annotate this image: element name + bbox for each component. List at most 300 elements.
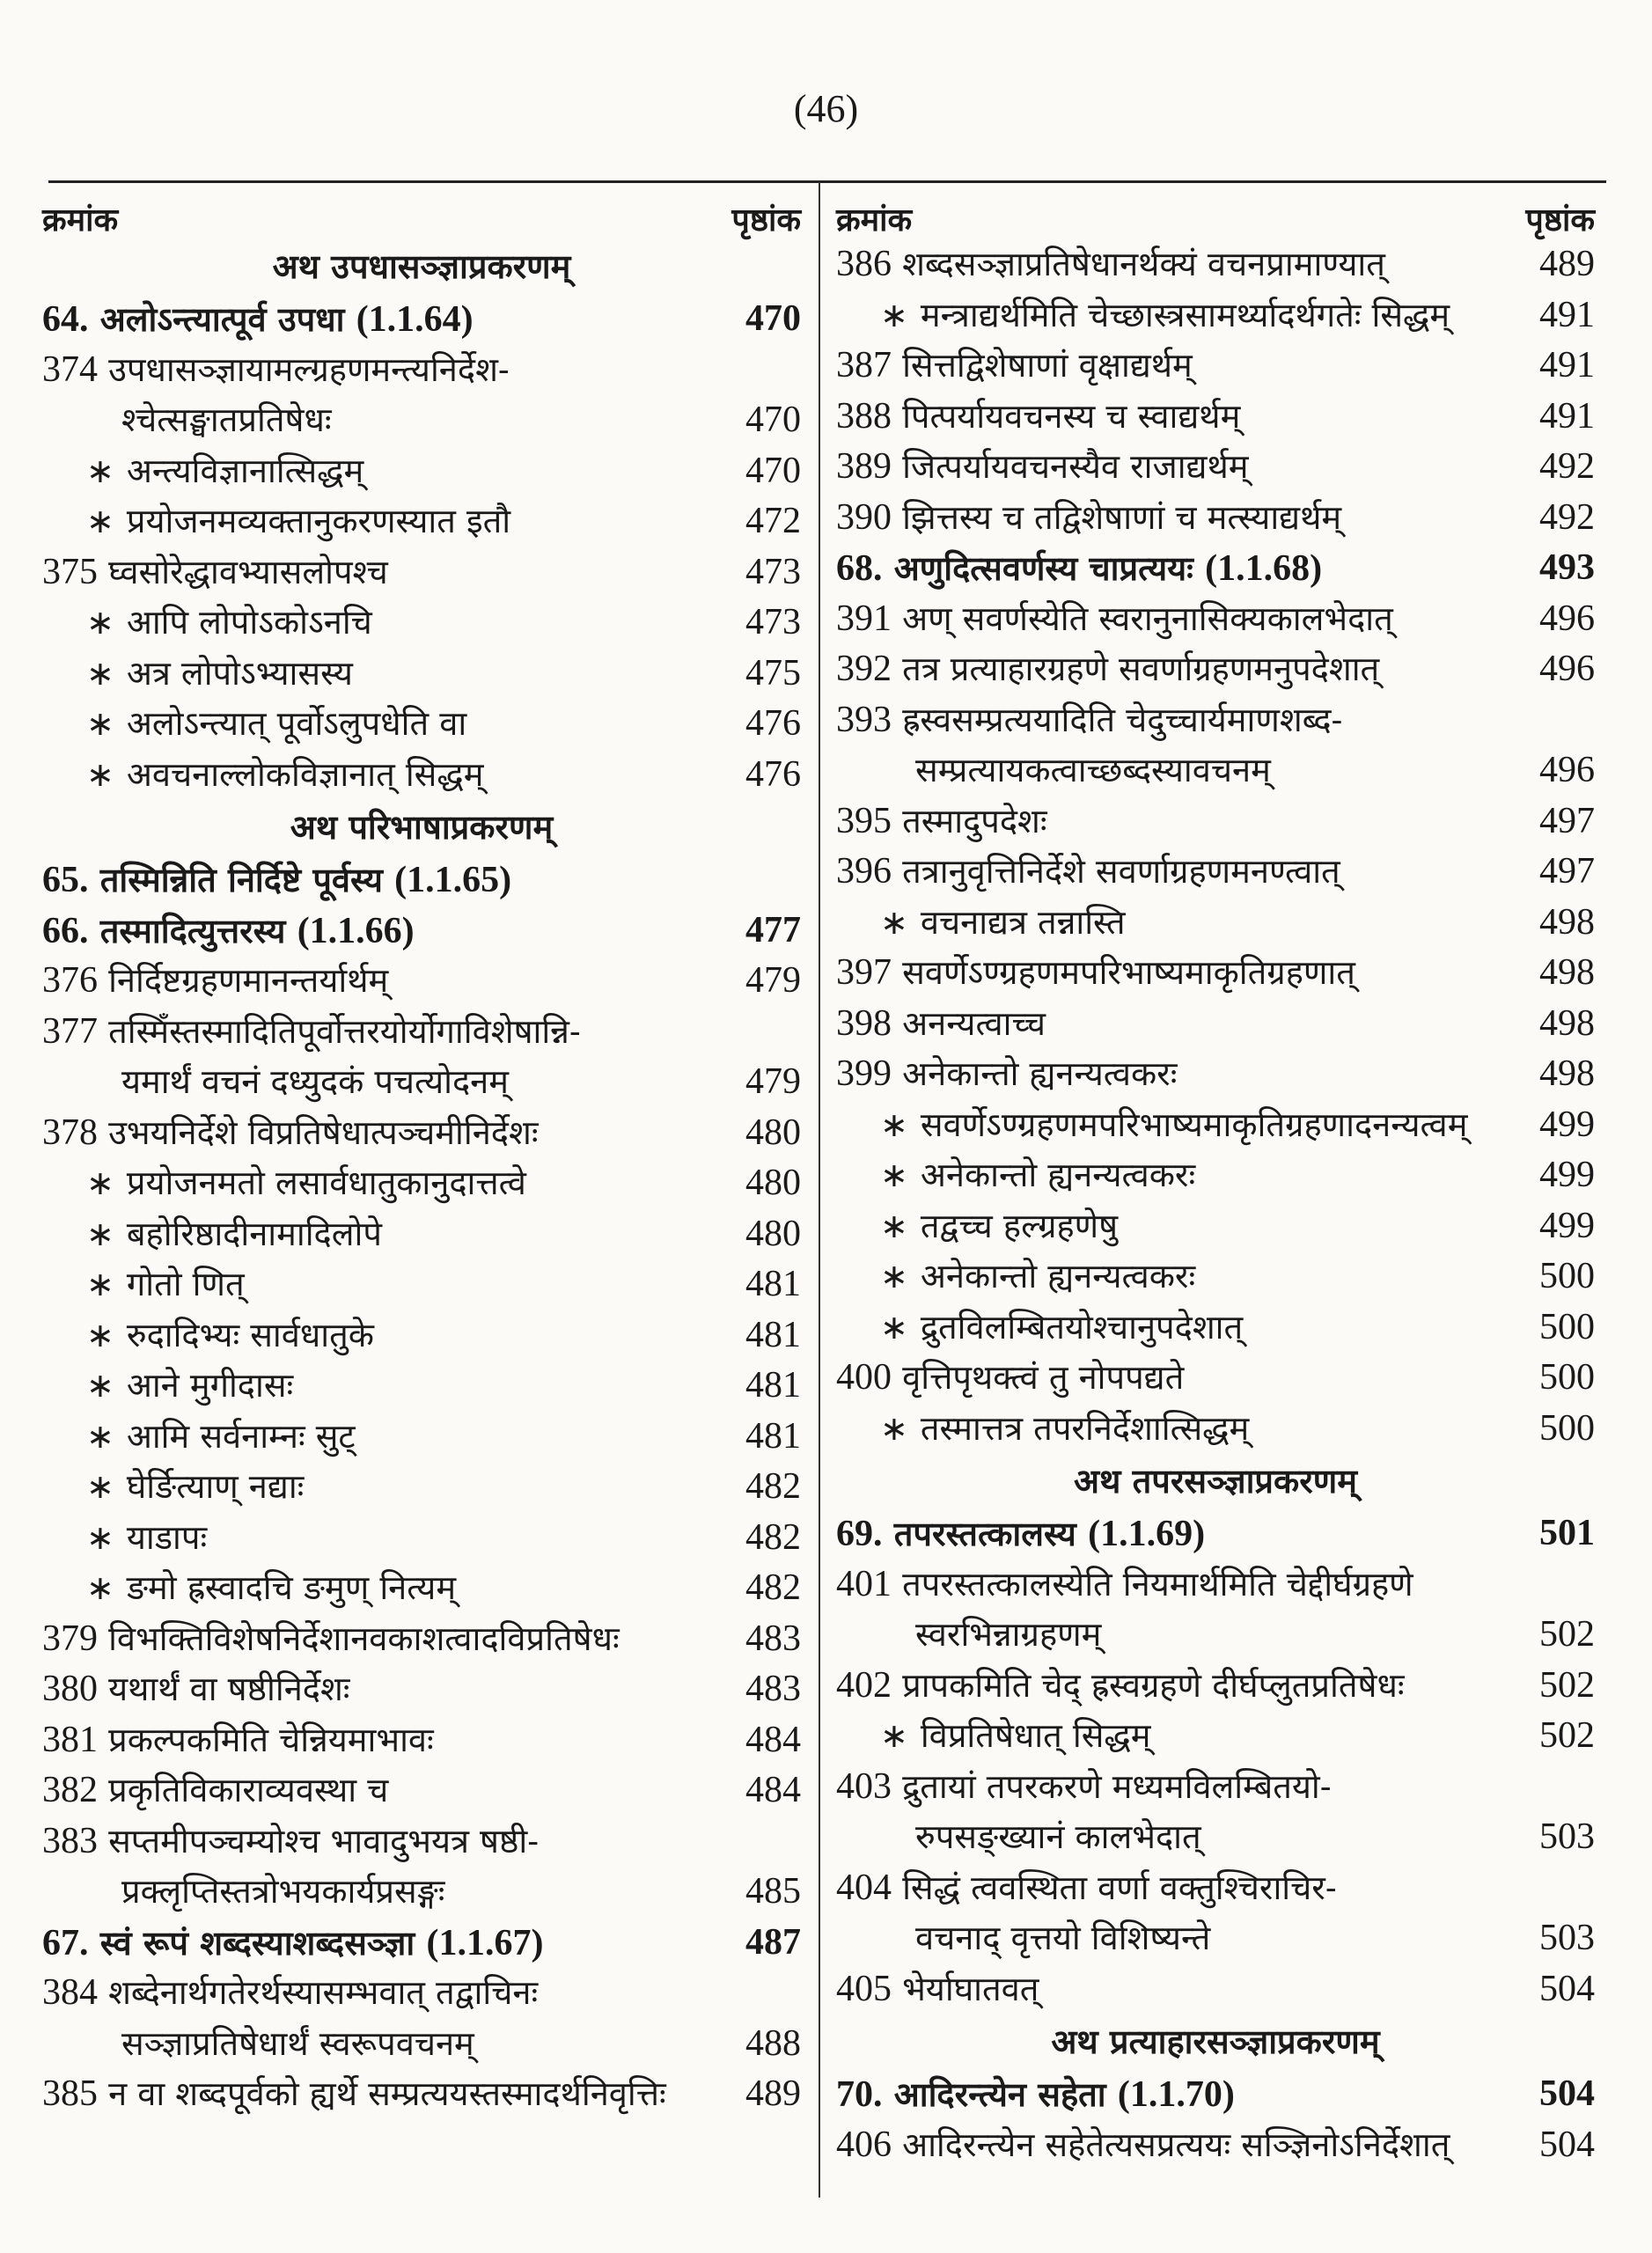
sutra-row — [836, 543, 1595, 594]
index-entry — [42, 1664, 801, 1715]
index-entry — [42, 2069, 801, 2120]
entry-title: विभक्तिविशेषनिर्देशानवकाशत्वादविप्रतिषेधः — [108, 1618, 620, 1658]
index-entry — [836, 290, 1595, 341]
page-number-cell: 470 — [745, 298, 801, 339]
page-number-cell: 502 — [1539, 1664, 1595, 1706]
entry-text — [86, 446, 363, 497]
page-number-cell: 476 — [745, 703, 801, 744]
entry-text — [915, 1812, 1201, 1863]
entry-title: सवर्णेऽण्ग्रहणमपरिभाष्यमाकृतिग्रहणात् — [902, 953, 1355, 992]
entry-text — [836, 695, 1342, 746]
entry-text — [42, 294, 474, 346]
sutra-reference: (1.1.70) — [1117, 2074, 1235, 2115]
page-number-cell: 498 — [1539, 952, 1595, 993]
entry-number: 375 — [42, 551, 98, 592]
index-entry — [42, 547, 801, 598]
page-number-cell: 473 — [745, 602, 801, 642]
page-number-cell: 498 — [1539, 901, 1595, 943]
entry-title: प्रकृतिविकाराव्यवस्था च — [108, 1771, 389, 1809]
top-rule — [48, 180, 1606, 183]
entry-title: तपरस्तत्कालस्येति नियमार्थमिति चेद्दीर्घग्रहणे — [902, 1564, 1413, 1604]
page-number-cell: 481 — [745, 1264, 801, 1304]
entry-number: 67. — [42, 1922, 89, 1963]
entry-title: अनेकान्तो ह्यनन्यत्वकरः — [920, 1257, 1196, 1295]
entry-title: पित्पर्यायवचनस्य च स्वाद्यर्थम् — [902, 396, 1241, 436]
page-number-cell: 499 — [1539, 1155, 1595, 1195]
sutra-reference: (1.1.67) — [426, 1922, 544, 1963]
entry-number: 406 — [836, 2124, 892, 2165]
asterisk-icon: ∗ — [880, 1307, 908, 1347]
entry-text — [42, 956, 388, 1007]
index-entry — [836, 1610, 1595, 1661]
index-entry — [42, 649, 801, 700]
entry-title: अनन्यत्वाच्च — [902, 1003, 1046, 1043]
entry-title: रुदादिभ्यः सार्वधातुके — [126, 1315, 374, 1354]
entry-title: याडापः — [126, 1517, 208, 1557]
entry-text — [880, 1201, 1118, 1252]
entry-text — [42, 2069, 666, 2120]
entry-title: तस्मिँस्तस्मादितिपूर्वोत्तरयोर्योगाविशेषान्नि- — [108, 1011, 581, 1051]
entry-text — [836, 847, 1340, 898]
entry-number: 379 — [42, 1618, 98, 1659]
index-entry — [836, 1661, 1595, 1712]
index-entry — [836, 847, 1595, 898]
entry-title: रुपसङ्ख्यानं कालभेदात् — [915, 1817, 1201, 1856]
entry-number: 402 — [836, 1664, 892, 1706]
entry-title: प्रयोजनमव्यक्तानुकरणस्यात इतौ — [126, 502, 511, 540]
entry-number: 66. — [42, 910, 89, 951]
page-number-cell: 473 — [745, 551, 801, 592]
asterisk-icon: ∗ — [880, 902, 908, 942]
index-entry — [836, 341, 1595, 392]
entry-number: 388 — [836, 395, 892, 437]
asterisk-icon: ∗ — [86, 1265, 114, 1303]
asterisk-icon: ∗ — [86, 1214, 114, 1253]
asterisk-icon: ∗ — [86, 502, 114, 540]
entry-number: 374 — [42, 349, 98, 390]
entry-text — [836, 796, 1047, 848]
entry-number: 69. — [836, 1514, 883, 1554]
index-entry — [836, 1150, 1595, 1201]
entry-title: प्रक्लृप्तिस्तत्रोभयकार्यप्रसङ्गः — [121, 1872, 445, 1911]
entry-text — [915, 1610, 1101, 1661]
index-entry — [42, 1715, 801, 1766]
entry-title: गोतो णित् — [126, 1265, 245, 1303]
asterisk-icon: ∗ — [880, 1716, 908, 1755]
page-number-cell: 470 — [745, 450, 801, 491]
entry-text — [86, 1513, 207, 1564]
entry-number: 400 — [836, 1357, 892, 1398]
asterisk-icon: ∗ — [880, 1104, 908, 1144]
sutra-row — [42, 294, 801, 345]
page-number-cell: 497 — [1539, 851, 1595, 892]
page-number-cell: 496 — [1539, 598, 1595, 639]
entry-text — [836, 594, 1393, 645]
page-number-cell: 480 — [745, 1112, 801, 1153]
entry-number: 380 — [42, 1669, 98, 1709]
entry-text — [836, 1049, 1177, 1100]
entry-number: 405 — [836, 1968, 892, 2009]
entry-text — [42, 1715, 434, 1766]
section-heading — [42, 239, 801, 294]
page-number-cell: 479 — [745, 960, 801, 1001]
entry-title: प्रापकमिति चेद् ह्रस्वग्रहणे दीर्घप्लुतप्रतिषेधः — [902, 1665, 1405, 1705]
index-entry — [42, 1259, 801, 1310]
entry-title: सवर्णेऽण्ग्रहणमपरिभाष्यमाकृतिग्रहणादनन्यत्वम् — [920, 1104, 1468, 1144]
entry-title: सम्प्रत्यायकत्वाच्छब्दस्यावचनम् — [915, 751, 1271, 789]
page-number-cell: 503 — [1539, 1816, 1595, 1857]
page-number-cell: 472 — [745, 501, 801, 541]
index-entry — [836, 442, 1595, 493]
entry-number: 396 — [836, 851, 892, 892]
entry-number: 397 — [836, 952, 892, 993]
index-entry — [836, 644, 1595, 695]
asterisk-icon: ∗ — [86, 754, 114, 794]
entry-title: अवचनाल्लोकविज्ञानात् सिद्धम् — [126, 754, 484, 794]
entry-title: तस्मादुपदेशः — [902, 801, 1047, 840]
index-entry — [42, 1108, 801, 1159]
entry-text — [42, 547, 388, 598]
page-number-cell: 500 — [1539, 1256, 1595, 1296]
page-number-cell: 477 — [745, 909, 801, 950]
entry-title: श्चेत्सङ्घातप्रतिषेधः — [121, 400, 332, 439]
entry-number: 404 — [836, 1867, 892, 1908]
index-entry — [42, 1513, 801, 1564]
entry-number: 399 — [836, 1053, 892, 1094]
entry-title: तत्रानुवृत्तिनिर्देशे सवर्णाग्रहणमनण्त्वात् — [902, 852, 1340, 891]
index-entry — [836, 1303, 1595, 1354]
entry-title: अलोऽन्त्यात् पूर्वोऽलुपधेति वा — [126, 704, 467, 743]
entry-text — [836, 2069, 1235, 2121]
entry-title: द्रुतायां तपरकरणे मध्यमविलम्बितयो- — [902, 1766, 1332, 1806]
entry-number: 392 — [836, 649, 892, 689]
page-number-cell: 498 — [1539, 1002, 1595, 1044]
entry-text — [86, 1412, 356, 1463]
entry-text — [86, 750, 483, 801]
entry-title: वचनाद् वृत्तयो विशिष्यन्ते — [915, 1919, 1211, 1957]
entry-text — [42, 906, 415, 958]
entry-title: तपरस्तत्कालस्य — [893, 1514, 1076, 1553]
index-entry — [42, 1462, 801, 1513]
entry-text — [915, 1913, 1210, 1964]
entry-title: तस्मात्तत्र तपरनिर्देशात्सिद्धम् — [920, 1408, 1250, 1448]
index-entry — [42, 598, 801, 649]
asterisk-icon: ∗ — [86, 603, 114, 642]
page-header: पृष्ठांक — [731, 202, 801, 239]
entry-text — [86, 699, 466, 750]
asterisk-icon: ∗ — [86, 1315, 114, 1354]
page-number-cell: 502 — [1539, 1715, 1595, 1756]
entry-text — [86, 1310, 374, 1361]
index-entry — [836, 594, 1595, 645]
index-entry — [42, 1816, 801, 1868]
entry-text — [836, 392, 1240, 443]
index-entry — [42, 1007, 801, 1058]
index-entry — [42, 1158, 801, 1209]
entry-text — [836, 644, 1379, 695]
entry-number: 395 — [836, 800, 892, 841]
left-column-header — [42, 185, 801, 239]
page-number-cell: 500 — [1539, 1407, 1595, 1449]
sutra-reference: (1.1.69) — [1088, 1514, 1206, 1554]
entry-title: उपधासञ्ज्ञायामल्ग्रहणमन्त्यनिर्देश- — [108, 349, 510, 389]
page-number-cell: 475 — [745, 652, 801, 694]
entry-text — [915, 745, 1271, 796]
entry-title: अण् सवर्णस्येति स्वरानुनासिक्यकालभेदात् — [902, 598, 1393, 638]
page-number-cell: 499 — [1539, 1104, 1595, 1145]
index-entry — [836, 2120, 1595, 2171]
index-entry — [42, 1209, 801, 1260]
index-entry — [42, 1361, 801, 1412]
page-number: (46) — [793, 87, 859, 130]
entry-number: 70. — [836, 2074, 883, 2115]
index-entry — [836, 1049, 1595, 1100]
section-heading — [836, 1454, 1595, 1508]
entry-text — [86, 649, 353, 700]
entry-text — [836, 1559, 1413, 1611]
asterisk-icon: ∗ — [86, 1568, 114, 1607]
entry-title: तस्मिन्निति निर्दिष्टे पूर्वस्य — [99, 860, 383, 899]
entry-title: मन्त्राद्यर्थमिति चेच्छास्त्रसामर्थ्यादर्थगतेः सिद्धम् — [920, 295, 1450, 334]
index-entry — [42, 1614, 801, 1665]
entry-text — [121, 395, 332, 446]
asterisk-icon: ∗ — [86, 1366, 114, 1405]
entry-text — [121, 2019, 474, 2070]
section-heading-text: अथ परिभाषाप्रकरणम् — [290, 807, 554, 847]
index-entry — [42, 395, 801, 446]
entry-title: तद्वच्च हल्ग्रहणेषु — [920, 1206, 1119, 1245]
entry-text — [121, 1867, 444, 1918]
index-entry — [836, 1762, 1595, 1813]
entry-number: 378 — [42, 1112, 98, 1153]
entry-title: निर्दिष्टग्रहणमानन्तर्यार्थम् — [108, 961, 389, 1000]
entry-text — [42, 1816, 539, 1868]
entry-text — [836, 1964, 1039, 2015]
page-number-cell: 498 — [1539, 1053, 1595, 1094]
entry-title: ह्रस्वसम्प्रत्ययादिति चेदुच्चार्यमाणशब्द- — [902, 700, 1343, 739]
sutra-row — [42, 1918, 801, 1969]
index-entry — [836, 999, 1595, 1050]
page-number-cell: 496 — [1539, 750, 1595, 790]
entry-title: झित्तस्य च तद्विशेषाणां च मत्स्याद्यर्थम् — [902, 497, 1342, 537]
asterisk-icon: ∗ — [880, 1408, 908, 1448]
page-number-cell: 481 — [745, 1314, 801, 1355]
entry-title: बहोरिष्ठादीनामादिलोपे — [126, 1214, 382, 1253]
page-number-cell: 491 — [1539, 395, 1595, 437]
section-heading-text: अथ उपधासञ्ज्ञाप्रकरणम् — [272, 246, 571, 286]
entry-title: आदिरन्त्येन सहेतेत्यसप्रत्ययः सञ्ज्ञिनोऽनिर्देशात् — [902, 2125, 1450, 2164]
entry-title: उभयनिर्देशे विप्रतिषेधात्पञ्चमीनिर्देशः — [108, 1112, 539, 1152]
entry-number: 382 — [42, 1770, 98, 1810]
entry-title: स्वरभिन्नाग्रहणम् — [915, 1615, 1102, 1654]
entry-title: आमि सर्वनाम्नः सुट् — [126, 1416, 356, 1456]
page-number-cell: 499 — [1539, 1205, 1595, 1246]
index-entry — [836, 1812, 1595, 1863]
entry-text — [880, 1251, 1195, 1303]
index-entry — [836, 1711, 1595, 1762]
entry-number: 377 — [42, 1010, 98, 1052]
sutra-reference: (1.1.65) — [394, 860, 512, 900]
page-number-cell: 481 — [745, 1415, 801, 1457]
right-column — [836, 185, 1595, 2170]
section-heading — [836, 2014, 1595, 2069]
entry-title: शब्देनार्थगतेरर्थस्यासम्भवात् तद्वाचिनः — [108, 1973, 539, 2012]
entry-number: 376 — [42, 960, 98, 1001]
entry-text — [836, 1661, 1405, 1712]
entry-text — [880, 1404, 1249, 1455]
entry-title: भेर्याघातवत् — [902, 1969, 1039, 2008]
entry-title: न वा शब्दपूर्वको ह्यर्थे सम्प्रत्ययस्तस्मादर्थनिवृत्तिः — [108, 2074, 666, 2113]
entry-text — [880, 1303, 1243, 1354]
asterisk-icon: ∗ — [86, 1163, 114, 1202]
entry-text — [42, 855, 511, 906]
column-divider — [819, 182, 820, 2198]
index-entry — [836, 1913, 1595, 1964]
sutra-row — [42, 906, 801, 957]
entry-title: तत्र प्रत्याहारग्रहणे सवर्णाग्रहणमनुपदेशात् — [902, 649, 1380, 688]
entry-text — [836, 493, 1341, 544]
left-column — [42, 185, 801, 2120]
page-header: पृष्ठांक — [1525, 202, 1595, 239]
entry-title: प्रयोजनमतो लसार्वधातुकानुदात्तत्वे — [126, 1163, 526, 1202]
sutra-row — [42, 855, 801, 906]
entry-number: 381 — [42, 1719, 98, 1760]
index-entry — [42, 446, 801, 497]
index-entry — [836, 1251, 1595, 1303]
page-number-cell: 484 — [745, 1719, 801, 1760]
page-number-cell: 496 — [1539, 649, 1595, 689]
page-number-cell: 483 — [745, 1618, 801, 1659]
page-number-cell: 476 — [745, 753, 801, 795]
entry-text — [42, 1664, 349, 1715]
page-number-cell: 500 — [1539, 1306, 1595, 1347]
entry-text — [836, 1508, 1205, 1560]
entry-text — [86, 1361, 293, 1412]
entry-text — [836, 999, 1046, 1050]
page-number-cell: 504 — [1539, 2073, 1595, 2114]
entry-text — [86, 1209, 382, 1260]
index-entry — [836, 1863, 1595, 1914]
entry-number: 68. — [836, 548, 883, 589]
entry-text — [42, 1007, 581, 1058]
entry-text — [836, 239, 1385, 290]
index-entry — [42, 1968, 801, 2019]
entry-title: घ्वसोरेद्धावभ्यासलोपश्च — [108, 552, 388, 591]
entry-title: वृत्तिपृथक्त्वं तु नोपपद्यते — [902, 1358, 1185, 1397]
asterisk-icon: ∗ — [86, 1416, 114, 1456]
index-entry — [42, 956, 801, 1007]
entry-number: 390 — [836, 496, 892, 538]
asterisk-icon: ∗ — [880, 1206, 908, 1245]
entry-number: 398 — [836, 1002, 892, 1044]
entry-text — [880, 1100, 1467, 1151]
index-entry — [836, 1559, 1595, 1611]
entry-title: अनेकान्तो ह्यनन्यत्वकरः — [902, 1054, 1178, 1093]
index-entry — [42, 1765, 801, 1816]
entry-title: वचनाद्यत्र तन्नास्ति — [920, 902, 1126, 942]
entry-title: सञ्ज्ञाप्रतिषेधार्थं स्वरूपवचनम् — [121, 2023, 474, 2063]
entry-title: ङमो ह्रस्वादचि ङमुण् नित्यम् — [126, 1568, 457, 1607]
entry-text — [880, 1150, 1195, 1201]
section-heading-text: अथ तपरसञ्ज्ञाप्रकरणम् — [1074, 1461, 1357, 1501]
page-number-cell: 493 — [1539, 547, 1595, 588]
entry-title: अन्त्यविज्ञानात्सिद्धम् — [126, 451, 364, 490]
sutra-reference: (1.1.66) — [297, 910, 415, 951]
index-entry — [42, 1057, 801, 1108]
index-entry — [42, 1563, 801, 1614]
index-entry — [836, 1964, 1595, 2015]
entry-text — [42, 1614, 620, 1665]
entry-text — [86, 1563, 456, 1614]
index-entry — [836, 695, 1595, 746]
page-number-cell: 489 — [745, 2073, 801, 2114]
entry-text — [880, 1711, 1150, 1762]
page-number-cell: 487 — [745, 1921, 801, 1963]
entry-number: 65. — [42, 860, 89, 900]
index-entry — [836, 1201, 1595, 1252]
serial-header: क्रमांक — [42, 202, 119, 239]
right-column-header — [836, 185, 1595, 239]
index-entry — [42, 1412, 801, 1463]
asterisk-icon: ∗ — [880, 295, 908, 334]
entry-title: अनेकान्तो ह्यनन्यत्वकरः — [920, 1156, 1196, 1194]
page-number-cell: 503 — [1539, 1918, 1595, 1958]
entry-number: 385 — [42, 2073, 98, 2114]
entry-title: अणुदित्सवर्णस्य चाप्रत्ययः — [893, 548, 1193, 588]
index-entry — [836, 745, 1595, 796]
entry-number: 383 — [42, 1820, 98, 1861]
page-number-cell: 480 — [745, 1213, 801, 1254]
asterisk-icon: ∗ — [86, 451, 114, 490]
entry-title: विप्रतिषेधात् सिद्धम् — [920, 1716, 1151, 1755]
section-heading-text: अथ प्रत्याहारसञ्ज्ञाप्रकरणम् — [1051, 2022, 1380, 2061]
entry-title: आने मुगीदासः — [126, 1366, 294, 1405]
entry-text — [836, 1353, 1184, 1404]
section-heading — [42, 800, 801, 855]
page-number-cell: 491 — [1539, 294, 1595, 335]
entry-text — [86, 1462, 304, 1513]
entry-number: 389 — [836, 446, 892, 487]
index-entry — [836, 1353, 1595, 1404]
page-number-cell: 470 — [745, 400, 801, 440]
index-entry — [42, 750, 801, 801]
entry-text — [86, 496, 510, 547]
page-number-cell: 481 — [745, 1365, 801, 1405]
asterisk-icon: ∗ — [880, 1156, 908, 1194]
entry-text — [86, 1158, 526, 1209]
entry-number: 393 — [836, 699, 892, 740]
entry-title: प्रकल्पकमिति चेन्नियमाभावः — [108, 1720, 434, 1759]
entry-text — [42, 1108, 539, 1159]
entry-number: 391 — [836, 598, 892, 639]
entry-title: आदिरन्त्येन सहेता — [893, 2074, 1106, 2114]
entry-title: तस्मादित्युत्तरस्य — [99, 910, 286, 950]
entry-title: स्वं रूपं शब्दस्याशब्दसञ्ज्ञा — [99, 1922, 415, 1963]
index-entry — [42, 496, 801, 547]
entry-number: 384 — [42, 1972, 98, 2013]
page-number-cell: 492 — [1539, 446, 1595, 487]
page-number-cell: 482 — [745, 1567, 801, 1608]
index-entry — [42, 1310, 801, 1361]
entry-text — [836, 341, 1193, 392]
entry-title: यथार्थं वा षष्ठीनिर्देशः — [108, 1670, 350, 1708]
entry-title: सित्तद्विशेषाणां वृक्षाद्यर्थम् — [902, 346, 1193, 385]
index-entry — [42, 2019, 801, 2070]
entry-title: आपि लोपोऽकोऽनचि — [126, 603, 372, 642]
page-number-cell: 502 — [1539, 1614, 1595, 1655]
asterisk-icon: ∗ — [880, 1257, 908, 1295]
entry-text — [86, 1259, 245, 1310]
